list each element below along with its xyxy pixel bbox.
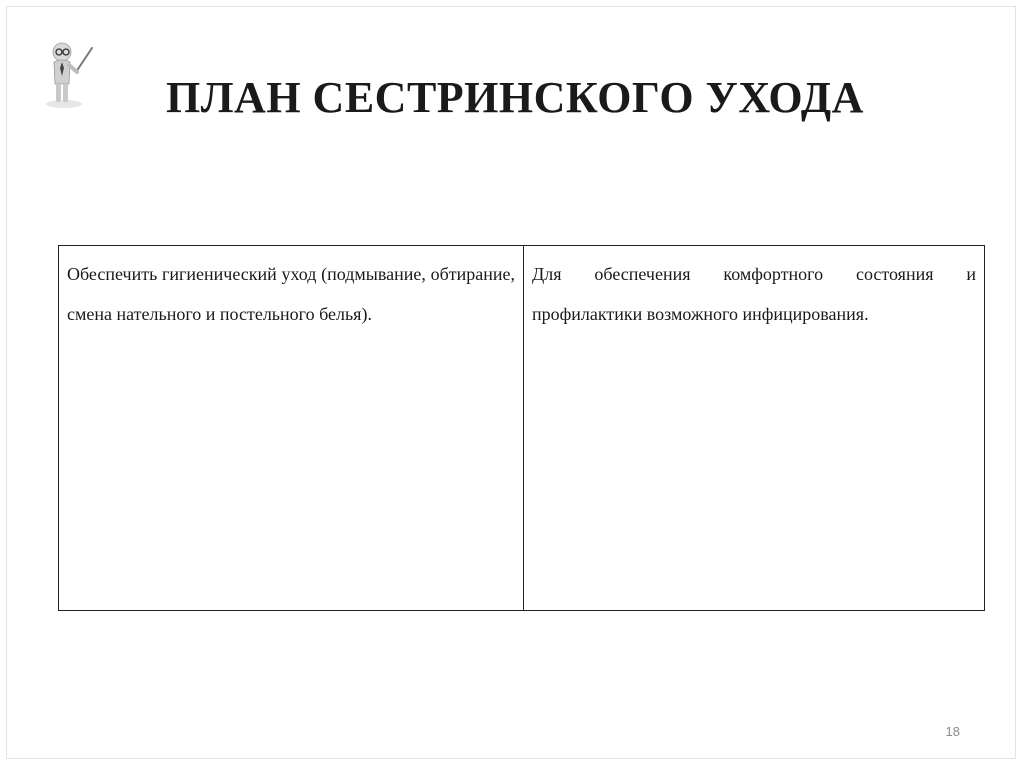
care-plan-table — [58, 245, 985, 611]
rationale-cell: Для обеспечения комфортного состояния и профилактики возможного инфицирования. — [524, 246, 985, 611]
presenter-figure-icon — [40, 38, 96, 110]
intervention-cell: Обеспечить гигиенический уход (подмывание, обтирание, смена нательного и постельного белья). — [59, 246, 524, 611]
slide-title: ПЛАН СЕСТРИНСКОГО УХОДА — [166, 73, 864, 122]
table-row — [59, 246, 985, 611]
page-number: 18 — [945, 724, 960, 739]
